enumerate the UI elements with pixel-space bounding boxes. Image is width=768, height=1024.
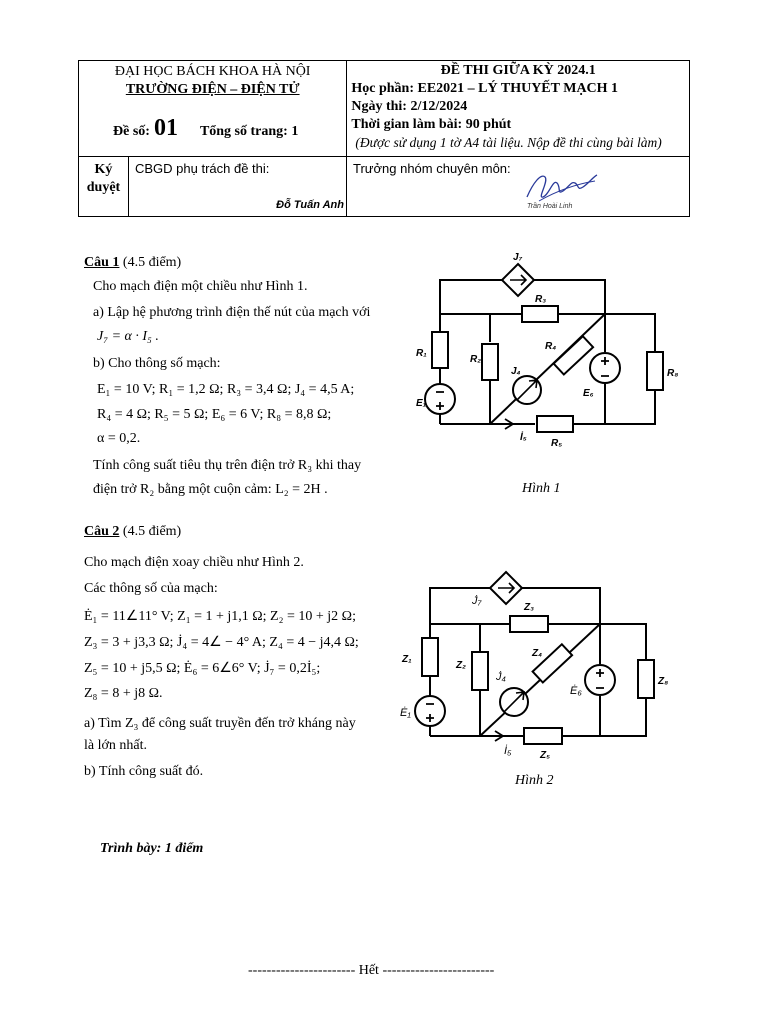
q2-points: (4.5 điểm)	[122, 524, 182, 539]
q1-title: Câu 1	[84, 255, 120, 270]
fig1-label-i5: İ₅	[520, 432, 527, 443]
q2-intro: Cho mạch điện xoay chiều như Hình 2.	[84, 555, 304, 570]
lecturer-name: Đỗ Tuấn Anh	[276, 199, 344, 211]
exam-number-label: Đề số:	[113, 124, 150, 139]
exam-note: (Được sử dụng 1 tờ A4 tài liệu. Nộp đề thi cùng bài làm)	[355, 135, 662, 150]
j7-source-icon	[502, 264, 534, 296]
z5-impedance-icon	[524, 728, 562, 744]
q1-part-a-line2: J₇ = α · I₅ .	[97, 329, 159, 344]
figure-2-caption: Hình 2	[515, 773, 554, 788]
q2-part-b: b) Tính công suất đó.	[84, 764, 204, 779]
q1-params-1: E₁ = 10 V; R₁ = 1,2 Ω; R₃ = 3,4 Ω; J₄ = 4,5 A;	[97, 382, 355, 397]
exam-date: Ngày thi: 2/12/2024	[351, 99, 468, 114]
q2-part-a-line2: là lớn nhất.	[84, 738, 147, 753]
head-cell	[347, 157, 690, 217]
q2-heading	[84, 523, 181, 541]
z2-impedance-icon	[472, 652, 488, 690]
r5-resistor-icon	[537, 416, 573, 432]
q2-params-3: Z₅ = 10 + j5,5 Ω; Ė₆ = 6∠6° V; J̇₇ = 0,2İ₅;	[84, 661, 321, 676]
fig1-label-r3: R₃	[535, 294, 547, 305]
lecturer-cell	[129, 157, 347, 217]
fig2-label-e1: Ė₁	[400, 707, 411, 719]
fig2-label-z8: Z₈	[658, 676, 669, 687]
exam-duration: Thời gian làm bài: 90 phút	[351, 117, 512, 132]
fig1-label-e1: E₁	[416, 398, 427, 409]
university-name: ĐẠI HỌC BÁCH KHOA HÀ NỘI	[114, 64, 311, 79]
fig1-label-r2: R₂	[470, 354, 482, 365]
approval-table	[78, 156, 690, 217]
header-right-cell	[347, 61, 690, 157]
fig1-label-j7: J₇	[513, 252, 523, 263]
fig2-label-z3: Z₃	[524, 602, 534, 613]
j4-current-source-icon	[513, 376, 541, 404]
e1-voltage-source-icon	[415, 696, 445, 726]
q1-heading	[84, 254, 181, 272]
fig1-label-r1: R₁	[416, 348, 427, 359]
fig1-label-r4: R₄	[545, 341, 557, 352]
q1-intro: Cho mạch điện một chiều như Hình 1.	[93, 279, 308, 294]
header-left-cell	[79, 61, 347, 157]
fig2-label-e6: Ė₆	[570, 685, 582, 697]
course-name: Học phần: EE2021 – LÝ THUYẾT MẠCH 1	[351, 81, 619, 96]
q1-params-2: R₄ = 4 Ω; R₅ = 5 Ω; E₆ = 6 V; R₈ = 8,8 Ω;	[97, 407, 332, 422]
lecturer-label: CBGD phụ trách đề thi:	[135, 161, 270, 176]
figure-1-caption: Hình 1	[522, 481, 561, 496]
r3-resistor-icon	[522, 306, 558, 322]
q2-part-a-line1: a) Tìm Z₃ để công suất truyền đến trở kháng này	[84, 716, 356, 731]
r4-resistor-icon	[554, 336, 593, 374]
figure-2-circuit	[396, 560, 676, 770]
fig2-label-z2: Z₂	[456, 660, 466, 671]
q1-task-line1: Tính công suất tiêu thụ trên điện trở R₃ khi thay	[93, 458, 362, 473]
head-name: Trần Hoài Linh	[527, 203, 573, 210]
fig1-label-r8: R₈	[667, 368, 679, 379]
exam-number: 01	[153, 115, 178, 141]
head-label: Trưởng nhóm chuyên môn:	[353, 161, 511, 176]
school-name: TRƯỜNG ĐIỆN – ĐIỆN TỬ	[125, 82, 300, 97]
fig2-label-z1: Z₁	[402, 654, 412, 665]
r2-resistor-icon	[482, 344, 498, 380]
e1-voltage-source-icon	[425, 384, 455, 414]
j7-dependent-source-icon	[490, 572, 522, 604]
z8-impedance-icon	[638, 660, 654, 698]
q2-params-4: Z₈ = 8 + j8 Ω.	[84, 686, 163, 701]
page-count: Tổng số trang: 1	[199, 124, 299, 139]
e6-voltage-source-icon	[590, 353, 620, 383]
approval-cell	[79, 157, 129, 217]
header-table	[78, 60, 690, 157]
fig2-label-z5: Z₅	[540, 750, 551, 761]
q2-params-2: Z₃ = 3 + j3,3 Ω; J̇₄ = 4∠ − 4° A; Z₄ = 4 − j4,4 Ω;	[84, 635, 359, 650]
approval-line2: duyệt	[86, 180, 121, 195]
q1-part-a-line1: a) Lập hệ phương trình điện thế nút của mạch với	[93, 305, 371, 320]
fig1-label-e6: E₆	[583, 388, 594, 399]
q1-params-3: α = 0,2.	[97, 431, 141, 446]
q1-part-b-intro: b) Cho thông số mạch:	[93, 356, 221, 371]
z1-impedance-icon	[422, 638, 438, 676]
end-marker: ----------------------- Hết ------------------------	[248, 963, 495, 978]
r8-resistor-icon	[647, 352, 663, 390]
approval-line1: Ký	[94, 162, 113, 177]
exam-title: ĐỀ THI GIỮA KỲ 2024.1	[440, 63, 596, 78]
q2-params-intro: Các thông số của mạch:	[84, 581, 218, 596]
figure-1-circuit	[405, 244, 685, 454]
z3-impedance-icon	[510, 616, 548, 632]
q1-points: (4.5 điểm)	[122, 255, 182, 270]
fig2-label-j4: J̇₄	[496, 671, 506, 683]
presentation-points: Trình bày: 1 điểm	[100, 841, 204, 856]
fig2-label-z4: Z₄	[532, 648, 543, 659]
exam-number-row	[79, 115, 346, 142]
signature-image	[519, 163, 599, 207]
r1-resistor-icon	[432, 332, 448, 368]
e6-voltage-source-icon	[585, 665, 615, 695]
fig1-label-r5: R₅	[551, 438, 563, 449]
fig2-label-i5: İ₅	[504, 745, 512, 757]
fig1-label-j4: J₄	[511, 366, 521, 377]
q1-task-line2: điện trở R₂ bằng một cuộn cảm: L₂ = 2H .	[93, 482, 328, 497]
q2-params-1: Ė₁ = 11∠11° V; Z₁ = 1 + j1,1 Ω; Z₂ = 10 + j2 Ω;	[84, 609, 356, 624]
fig2-label-j7: J̇₇	[472, 595, 482, 607]
j4-current-source-icon	[500, 688, 528, 716]
q2-title: Câu 2	[84, 524, 120, 539]
